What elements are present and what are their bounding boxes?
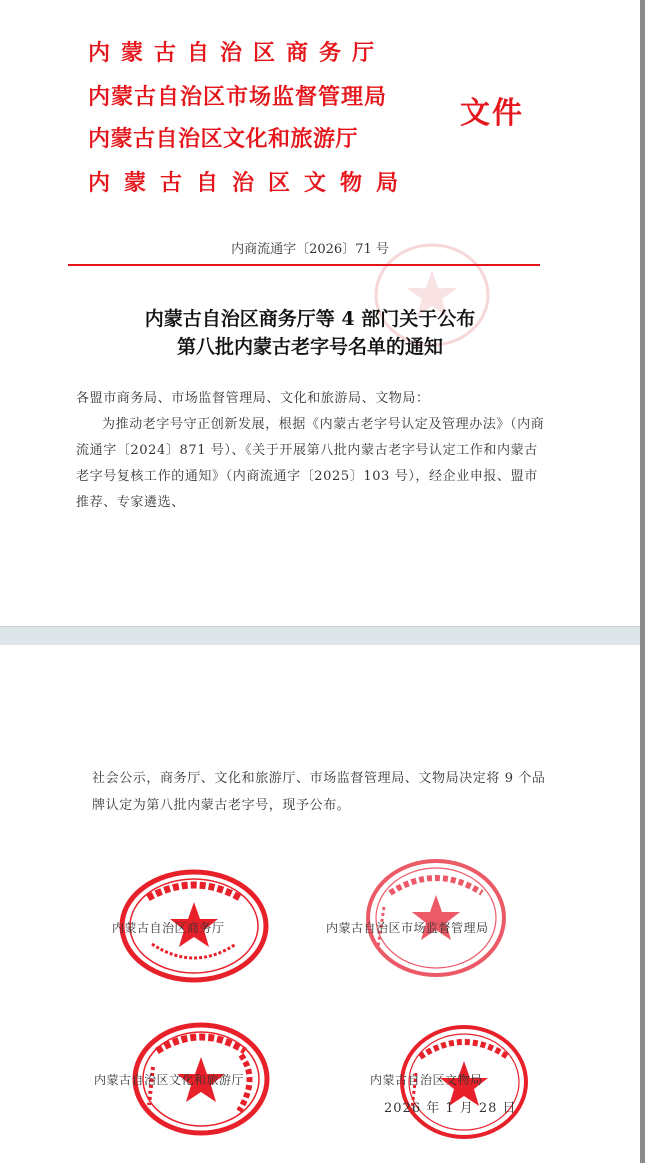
salutation: 各盟市商务局、市场监督管理局、文化和旅游局、文物局： <box>76 391 430 406</box>
document-date: 2026 年 1 月 28 日 <box>384 1101 517 1116</box>
signature-market-regulation: 内蒙古自治区市场监督管理局 <box>326 921 489 935</box>
viewer-right-border <box>640 0 645 1163</box>
issuer-culture-tourism: 内蒙古自治区文化和旅游厅 <box>88 126 359 152</box>
document-page-2 <box>0 645 640 1163</box>
issuer-market-regulation: 内蒙古自治区市场监督管理局 <box>88 84 388 110</box>
signature-cultural-relics: 内蒙古自治区文物局 <box>370 1073 483 1087</box>
signature-culture-tourism: 内蒙古自治区文化和旅游厅 <box>94 1073 245 1087</box>
file-label: 文件 <box>460 96 524 131</box>
signature-commerce: 内蒙古自治区商务厅 <box>112 921 225 935</box>
header-divider <box>68 264 540 266</box>
issuer-cultural-relics: 内蒙古自治区文物局 <box>88 170 413 196</box>
body-paragraph-2: 社会公示，商务厅、文化和旅游厅、市场监督管理局、文物局决定将 9 个品牌认定为第八批内蒙古老字号，现予公布。 <box>92 771 546 813</box>
page-separator <box>0 626 640 646</box>
issuer-commerce: 内蒙古自治区商务厅 <box>88 40 386 66</box>
document-title-line1: 内蒙古自治区商务厅等 4 部门关于公布 <box>144 308 476 330</box>
document-title-line2: 第八批内蒙古老字号名单的通知 <box>176 336 443 358</box>
seal-market-regulation <box>364 857 508 979</box>
body-paragraph-1: 为推动老字号守正创新发展，根据《内蒙古老字号认定及管理办法》（内商流通字〔2024〕871 号）、《关于开展第八批内蒙古老字号认定工作和内蒙古老字号复核工作的通知》（内商流通字〔2025〕103 号），经企业申报、盟市推荐、专家遴选、 <box>76 417 545 510</box>
document-number: 内商流通字〔2026〕71 号 <box>231 242 389 257</box>
